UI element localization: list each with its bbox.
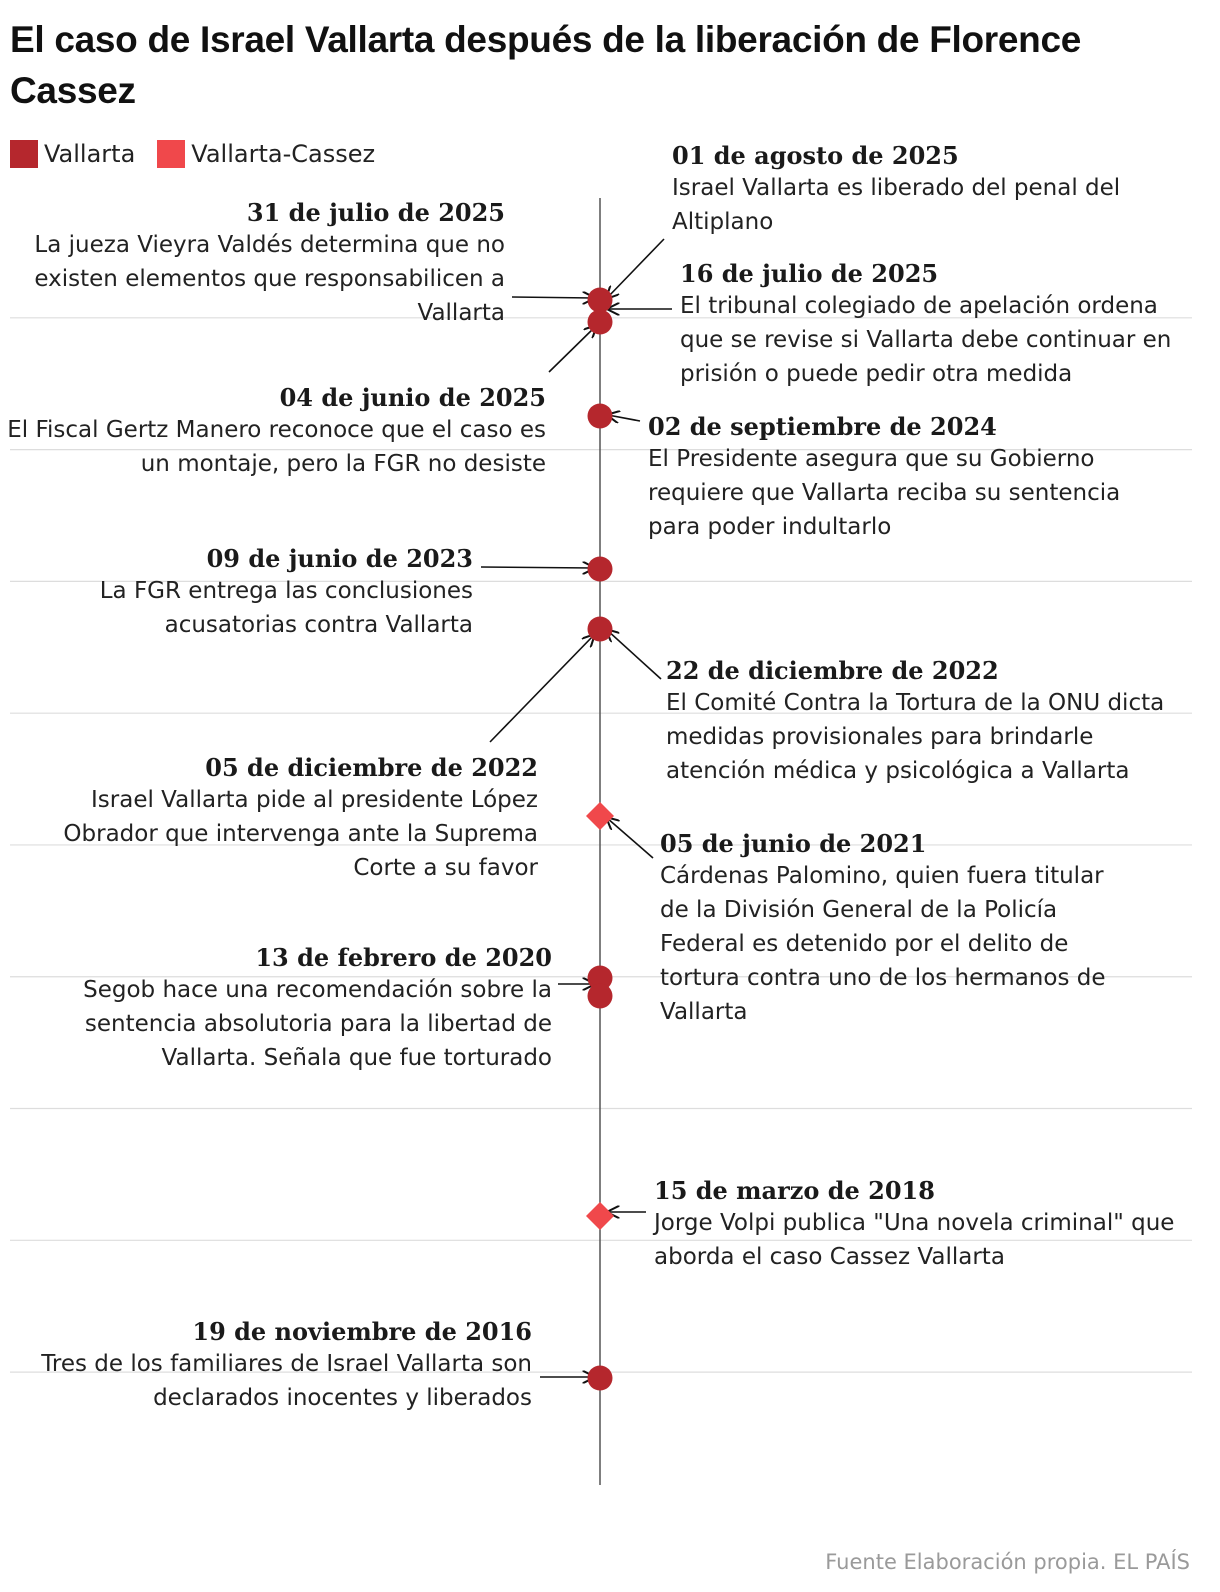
event-arrow xyxy=(549,326,596,372)
legend-label-vallarta-cassez: Vallarta-Cassez xyxy=(191,140,376,168)
event-marker-dot xyxy=(588,1366,613,1391)
event-date: 22 de diciembre de 2022 xyxy=(666,656,999,685)
event-label xyxy=(12,942,552,1075)
event-description: El Fiscal Gertz Manero reconoce que el caso es un montaje, pero la FGR no desiste xyxy=(7,417,546,477)
event-label xyxy=(3,543,473,642)
event-arrow xyxy=(607,818,653,858)
event-date: 16 de julio de 2025 xyxy=(680,259,939,288)
event-marker-dot xyxy=(588,404,613,429)
event-date: 19 de noviembre de 2016 xyxy=(192,1317,532,1346)
event-label xyxy=(660,828,1130,1029)
event-description: El Comité Contra la Tortura de la ONU dicta medidas provisionales para brindarle atención médica y psicológica a Vallarta xyxy=(666,690,1165,784)
event-description: La FGR entrega las conclusiones acusatorias contra Vallarta xyxy=(99,578,473,638)
event-label xyxy=(2,1316,532,1415)
event-label xyxy=(666,655,1196,788)
event-marker-dot xyxy=(588,288,613,313)
event-arrow xyxy=(481,567,594,568)
event-date: 05 de junio de 2021 xyxy=(660,829,927,858)
source-note: Fuente Elaboración propia. EL PAÍS xyxy=(825,1550,1190,1574)
event-description: El Presidente asegura que su Gobierno requiere que Vallarta reciba su sentencia para poder indultarlo xyxy=(648,446,1121,540)
event-label xyxy=(672,140,1152,239)
event-label xyxy=(18,752,538,885)
event-description: Israel Vallarta pide al presidente López Obrador que intervenga ante la Suprema Corte a su favor xyxy=(63,787,538,881)
event-marker-dot xyxy=(588,557,613,582)
event-date: 31 de julio de 2025 xyxy=(246,198,505,227)
event-marker-diamond xyxy=(586,802,614,830)
event-label xyxy=(5,197,505,330)
event-description: La jueza Vieyra Valdés determina que no existen elementos que responsabilicen a Vallarta xyxy=(34,232,505,326)
event-date: 01 de agosto de 2025 xyxy=(672,141,959,170)
event-marker-dot xyxy=(588,984,613,1009)
event-description: El tribunal colegiado de apelación ordena que se revise si Vallarta debe continuar en prisión o puede pedir otra medida xyxy=(680,293,1172,387)
event-label xyxy=(6,382,546,481)
event-date: 15 de marzo de 2018 xyxy=(654,1176,935,1205)
event-marker-dot xyxy=(588,310,613,335)
event-description: Tres de los familiares de Israel Vallarta son declarados inocentes y liberados xyxy=(41,1351,532,1411)
event-marker-diamond xyxy=(586,1202,614,1230)
event-label xyxy=(680,258,1190,391)
legend-label-vallarta: Vallarta xyxy=(44,140,136,168)
event-arrow xyxy=(512,297,594,298)
event-marker-dot xyxy=(588,617,613,642)
event-arrow xyxy=(608,415,640,421)
event-date: 02 de septiembre de 2024 xyxy=(648,412,997,441)
event-description: Segob hace una recomendación sobre la sentencia absolutoria para la libertad de Vallarta. Señala que fue torturado xyxy=(83,977,552,1071)
event-description: Cárdenas Palomino, quien fuera titular de la División General de la Policía Federal es detenido por el delito de tortura contra uno de los hermanos de Vallarta xyxy=(660,863,1106,1025)
event-date: 13 de febrero de 2020 xyxy=(255,943,552,972)
event-label xyxy=(648,411,1158,544)
event-arrow xyxy=(607,239,664,298)
event-label xyxy=(654,1175,1184,1274)
event-description: Jorge Volpi publica "Una novela criminal" que aborda el caso Cassez Vallarta xyxy=(654,1210,1175,1270)
event-date: 05 de diciembre de 2022 xyxy=(205,753,538,782)
event-arrow xyxy=(607,630,661,679)
event-arrow xyxy=(490,635,594,742)
event-date: 04 de junio de 2025 xyxy=(279,383,546,412)
event-description: Israel Vallarta es liberado del penal del Altiplano xyxy=(672,175,1121,235)
chart-title: El caso de Israel Vallarta después de la liberación de Florence Cassez xyxy=(10,19,1082,111)
event-date: 09 de junio de 2023 xyxy=(206,544,473,573)
